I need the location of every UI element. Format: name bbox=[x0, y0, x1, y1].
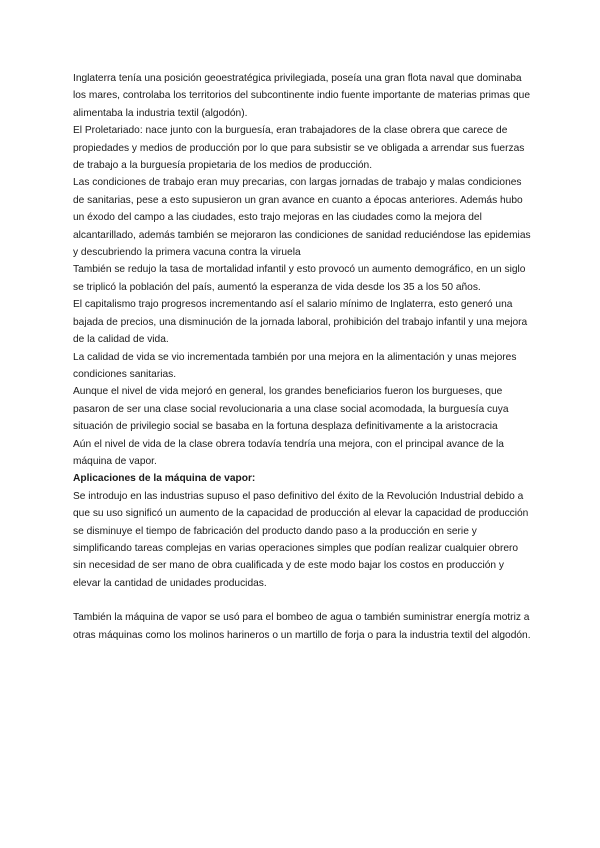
paragraph: Se introdujo en las industrias supuso el paso definitivo del éxito de la Revolución Industrial debido a que su uso significó un aumento de la capacidad de producción al elevar la capacidad de producción se disminuye el tiempo de fabricación del producto dando paso a la producción en serie y simplificando tareas complejas en varias operaciones simples que podían realizar cualquier obrero sin necesidad de ser mano de obra cualificada y de este modo bajar los costos en producción y elevar la cantidad de unidades producidas. bbox=[73, 490, 529, 589]
document-body bbox=[73, 70, 533, 644]
paragraph: El capitalismo trajo progresos incrementando así el salario mínimo de Inglaterra, esto generó una bajada de precios, una disminución de la jornada laboral, prohibición del trabajo infantil y una mejora de la calidad de vida. bbox=[73, 299, 528, 346]
paragraph: También la máquina de vapor se usó para el bombeo de agua o también suministrar energía motriz a otras máquinas como los molinos harineros o un martillo de forja o para la industria textil del algodón. bbox=[73, 612, 531, 641]
section-heading: Aplicaciones de la máquina de vapor: bbox=[73, 473, 256, 485]
paragraph: El Proletariado: nace junto con la burguesía, eran trabajadores de la clase obrera que carece de propiedades y medios de producción por lo que para subsistir se ve obligada a arrendar sus fuerzas de trabajo a la burguesía propietaria de los medios de producción. bbox=[73, 125, 525, 172]
paragraph: También se redujo la tasa de mortalidad infantil y esto provocó un aumento demográfico, en un siglo se triplicó la población del país, aumentó la esperanza de vida desde los 35 a los 50 años. bbox=[73, 264, 526, 293]
paragraph: Aún el nivel de vida de la clase obrera todavía tendría una mejora, con el principal avance de la máquina de vapor. bbox=[73, 438, 504, 467]
paragraph: La calidad de vida se vio incrementada también por una mejora en la alimentación y unas mejores condiciones sanitarias. bbox=[73, 351, 517, 380]
paragraph: Las condiciones de trabajo eran muy precarias, con largas jornadas de trabajo y malas condiciones de sanitarias, pese a esto supusieron un gran avance en cuanto a épocas anteriores. Además hubo un éxodo del campo a las ciudades, esto trajo mejoras en las ciudades como la mejora del alcantarillado, además también se mejoraron las condiciones de sanidad reduciéndose las epidemias y descubriendo la primera vacuna contra la viruela bbox=[73, 177, 531, 259]
paragraph-spacer bbox=[73, 592, 533, 609]
paragraph: Aunque el nivel de vida mejoró en general, los grandes beneficiarios fueron los burgueses, que pasaron de ser una clase social revolucionaria a una clase social acomodada, la burguesía cuya situación de privilegio social se basaba en la fortuna desplaza definitivamente a la aristocracia bbox=[73, 386, 509, 433]
paragraph: Inglaterra tenía una posición geoestratégica privilegiada, poseía una gran flota naval que dominaba los mares, controlaba los territorios del subcontinente indio fuente importante de materias primas que alimentaba la industria textil (algodón). bbox=[73, 73, 530, 119]
